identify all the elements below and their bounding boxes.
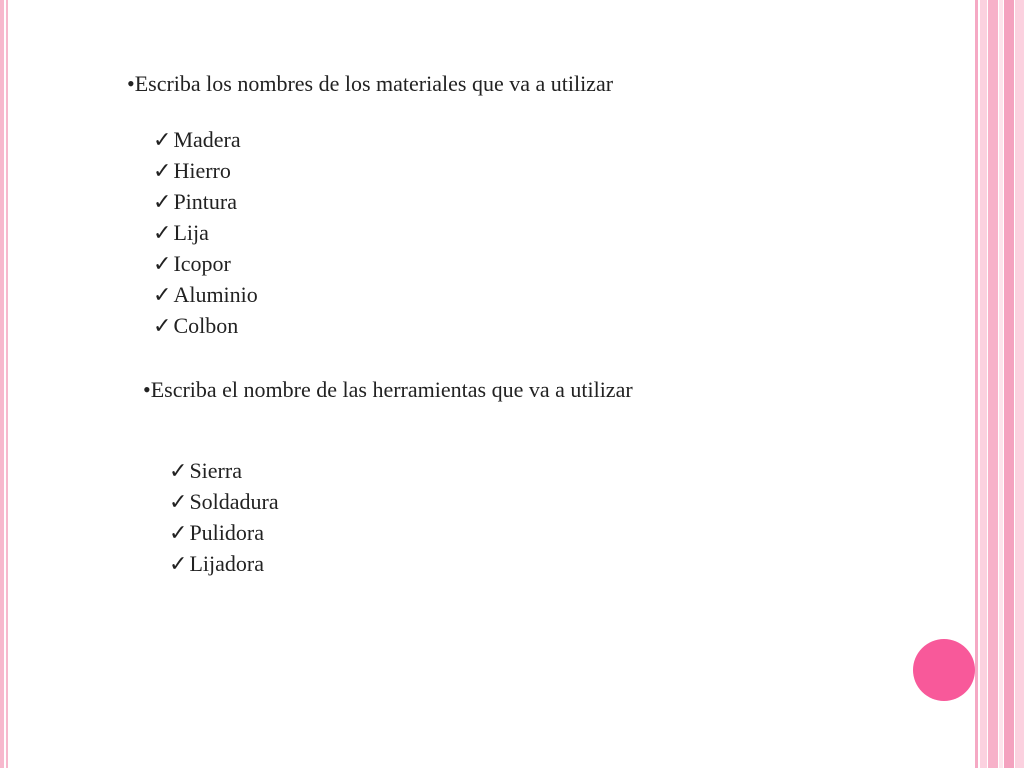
left-border-stripe [6, 0, 8, 768]
check-icon: ✓ [153, 127, 172, 152]
list-item [153, 248, 258, 279]
tool-label: Sierra [189, 458, 242, 483]
right-decor-stripe [980, 0, 987, 768]
tool-label: Pulidora [189, 520, 264, 545]
list-item [153, 186, 258, 217]
list-item [169, 455, 279, 486]
check-icon: ✓ [169, 458, 188, 483]
list-item [169, 548, 279, 579]
tools-list [169, 455, 279, 579]
check-icon: ✓ [169, 520, 188, 545]
list-item [153, 155, 258, 186]
list-item [153, 217, 258, 248]
right-decor-stripe [1004, 0, 1014, 768]
list-item [153, 279, 258, 310]
material-label: Madera [173, 127, 241, 152]
material-label: Aluminio [173, 282, 258, 307]
right-decor-stripe [999, 0, 1003, 768]
check-icon: ✓ [153, 282, 172, 307]
right-decor-stripe [988, 0, 998, 768]
check-icon: ✓ [153, 220, 172, 245]
tool-label: Soldadura [189, 489, 279, 514]
material-label: Icopor [173, 251, 231, 276]
list-item [169, 486, 279, 517]
tools-heading: •Escriba el nombre de las herramientas que va a utilizar [143, 377, 633, 402]
tool-label: Lijadora [189, 551, 264, 576]
check-icon: ✓ [153, 189, 172, 214]
list-item [169, 517, 279, 548]
materials-list [153, 124, 258, 341]
materials-heading: •Escriba los nombres de los materiales que va a utilizar [127, 71, 614, 96]
check-icon: ✓ [169, 489, 188, 514]
check-icon: ✓ [153, 313, 172, 338]
material-label: Hierro [173, 158, 231, 183]
list-item [153, 124, 258, 155]
material-label: Lija [173, 220, 209, 245]
right-decor-stripe [1015, 0, 1024, 768]
left-border-stripe [0, 0, 4, 768]
check-icon: ✓ [153, 251, 172, 276]
list-item [153, 310, 258, 341]
right-decor-stripe [975, 0, 978, 768]
check-icon: ✓ [153, 158, 172, 183]
check-icon: ✓ [169, 551, 188, 576]
material-label: Pintura [173, 189, 237, 214]
material-label: Colbon [173, 313, 239, 338]
decorative-pink-circle [913, 639, 975, 701]
